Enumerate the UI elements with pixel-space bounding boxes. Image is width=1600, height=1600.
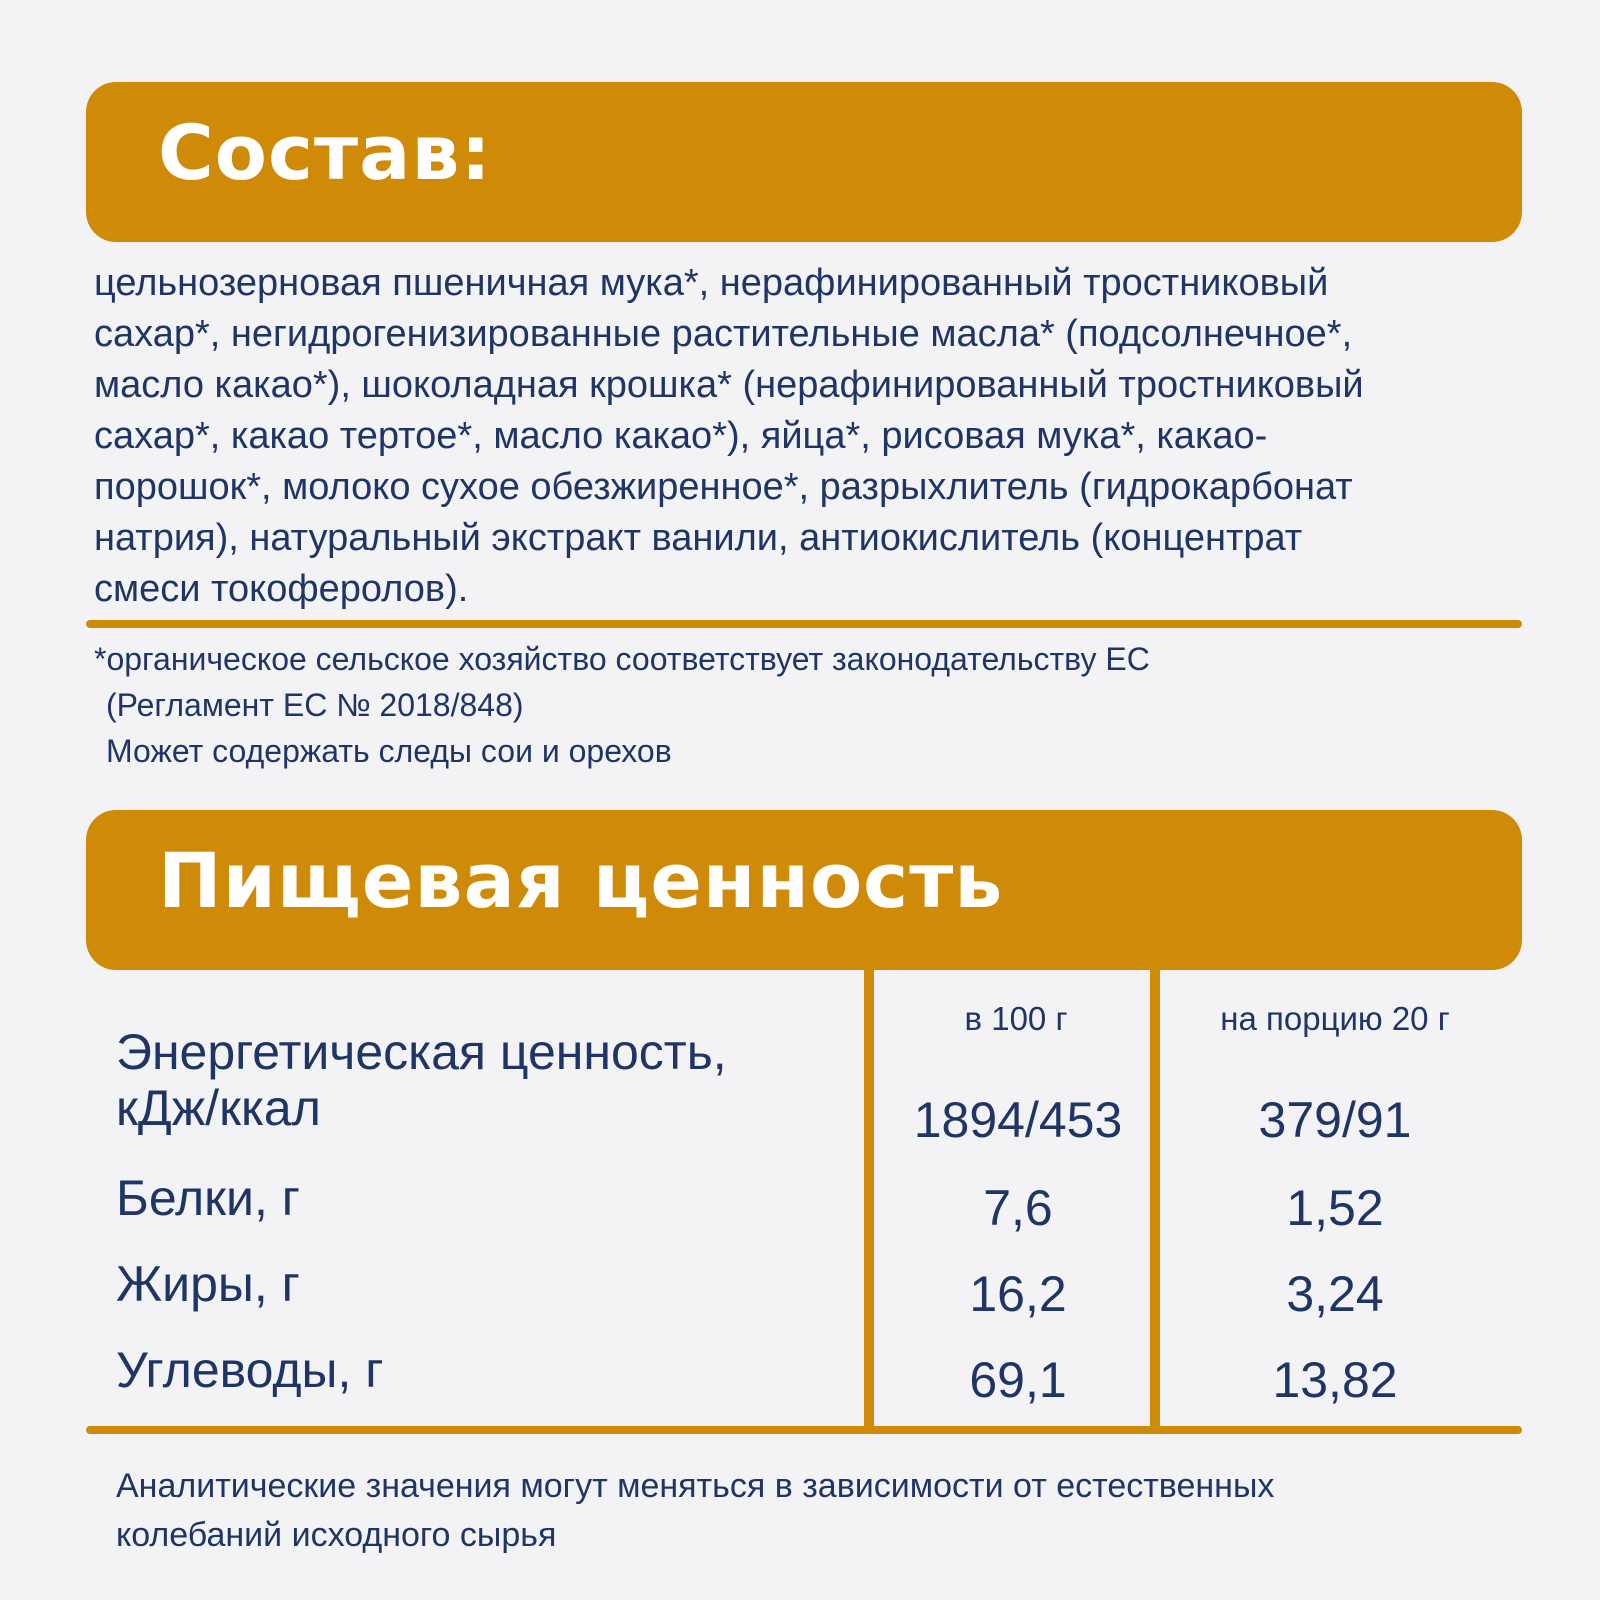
ingredients-line: масло какао*), шоколадная крошка* (нерафинированный тростниковый [94, 364, 1364, 406]
carbohydrates-per-100g: 69,1 [969, 1352, 1067, 1408]
composition-divider [86, 620, 1522, 628]
footnote-line: Может содержать следы сои и орехов [106, 733, 672, 769]
energy-per-portion: 379/91 [1258, 1092, 1412, 1148]
ingredients-text [94, 258, 1534, 615]
row-label-fat: Жиры, г [116, 1256, 300, 1312]
column-header-per-portion: на порцию 20 г [1220, 1000, 1450, 1037]
note-line: колебаний исходного сырья [116, 1516, 557, 1554]
analytical-note [116, 1462, 1516, 1560]
energy-per-100g: 1894/453 [913, 1092, 1123, 1148]
ingredients-line: сахар*, какао тертое*, масло какао*), яйца*, рисовая мука*, какао- [94, 415, 1268, 457]
ingredients-line: смеси токоферолов). [94, 568, 469, 610]
composition-title: Состав: [158, 108, 492, 197]
composition-footnote [94, 636, 1494, 774]
row-label-line: кДж/ккал [116, 1080, 321, 1136]
fat-per-portion: 3,24 [1286, 1266, 1384, 1322]
ingredients-line: порошок*, молоко сухое обезжиренное*, разрыхлитель (гидрокарбонат [94, 466, 1353, 508]
fat-per-100g: 16,2 [969, 1266, 1067, 1322]
protein-per-portion: 1,52 [1286, 1180, 1384, 1236]
ingredients-line: натрия), натуральный экстракт ванили, антиокислитель (концентрат [94, 517, 1303, 559]
footnote-line: *органическое сельское хозяйство соответствует законодательству ЕС [94, 641, 1150, 677]
protein-per-100g: 7,6 [983, 1180, 1053, 1236]
row-label-protein: Белки, г [116, 1170, 300, 1226]
ingredients-line: цельнозерновая пшеничная мука*, нерафинированный тростниковый [94, 262, 1329, 304]
nutrition-title: Пищевая ценность [158, 836, 1004, 925]
ingredients-line: сахар*, негидрогенизированные растительные масла* (подсолнечное*, [94, 313, 1353, 355]
note-line: Аналитические значения могут меняться в зависимости от естественных [116, 1467, 1275, 1505]
row-label-carbohydrates: Углеводы, г [116, 1342, 384, 1398]
footnote-line: (Регламент ЕС № 2018/848) [106, 687, 524, 723]
composition-banner [86, 82, 1522, 242]
row-label-energy [116, 1024, 727, 1136]
carbohydrates-per-portion: 13,82 [1272, 1352, 1398, 1408]
table-bottom-divider [86, 1426, 1522, 1434]
row-label-line: Энергетическая ценность, [116, 1024, 727, 1080]
nutrition-banner [86, 810, 1522, 970]
column-header-per-100g: в 100 г [964, 1000, 1068, 1037]
